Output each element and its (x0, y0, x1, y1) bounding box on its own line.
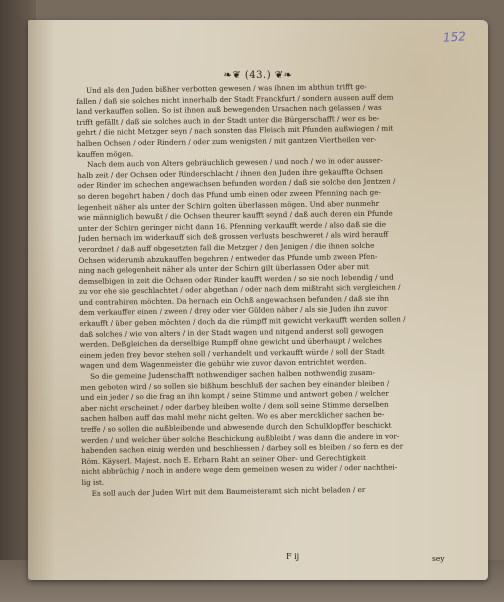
text-line: ning nach gelegenheit näher als unter der Schirn gilt überlassen Oder aber mit (78, 262, 369, 276)
text-line: einem jeden frey bevor stehen soll / verhandelt und verkaufft würde / soll der Stadt (79, 346, 385, 360)
text-line: halb zeit / der Ochsen oder Rinderschlacht / ihnen den Juden ihre gekauffte Ochsen (77, 166, 384, 180)
text-line: dem verkauffer einen / zween / drey oder vier Gülden näher / als sie Juden ihn zuvor (79, 304, 388, 318)
text-line: so deren begehrt haben / doch das Pfund umb einen oder zween Pfenning nach ge- (77, 187, 381, 201)
text-line: men geboten wird / so sollen sie bißhum beschluß der sachen bey einander bleiben / (80, 378, 390, 392)
text-line: land verkauffen sollen. So ist ihnen auß bewegenden Ursachen nach gelassen / was (76, 102, 382, 117)
text-line: Nach dem auch von Alters gebräuchlich gewesen / und noch / wo in oder ausser- (87, 155, 383, 170)
text-line: gehrt / die nicht Metzger seyn / nach sonsten das Fleisch mit Pfunden außwiegen / mit (76, 123, 394, 138)
text-line: zu vor ehe sie geschlachtet / oder abgethan / oder nach dem mißtraht sich vergleichen / (78, 282, 401, 297)
text-line: wagen und dem Wagenmeister die gebühr wie zuvor davon entrichtet werden. (79, 357, 367, 371)
text-line: sachen halben auff das mahl mehr nicht gelten. Wo es aber mercklicher sachen be- (80, 410, 385, 424)
text-line: fallen / daß sie solches nicht innerhalb der Stadt Franckfurt / sondern aussen auff dem (76, 92, 394, 106)
header-ornament-right: ❦❧ (271, 70, 293, 81)
text-line: und ein jeder / so die frag an ihn kompt / seine Stimme und antwort geben / welcher (80, 388, 389, 403)
header-ornament-left: ❧❦ (223, 70, 245, 81)
signature-mark: F ij (286, 552, 300, 561)
text-line: trifft gefällt / daß sie solches auch in der Stadt unter die Bürgerschafft / wer es be- (76, 113, 380, 127)
folio-number: 152 (442, 29, 467, 45)
text-line: oder Rinder im schechen angewachsen befunden worden / daß sie solche den Jentzen / (77, 176, 396, 191)
catchword: sey (432, 554, 445, 563)
body-text (76, 81, 454, 499)
text-line: kauffen mögen. (76, 148, 134, 159)
text-line: wie männiglich bewußt / die Ochsen theurer kaufft seynd / daß auch deren ein Pfunde (77, 208, 393, 223)
text-line: demselbigen in zeit die Ochsen oder Rinder kaufft werden / so sie noch lebendig / und (78, 272, 394, 286)
text-line: und contrahiren möchten. Da hernach ein Ochß angewachsen befunden / daß sie ihn (78, 293, 390, 307)
text-line: treffe / so sollen die außbleibende und abwesende durch den Schulklopffer beschickt (80, 420, 392, 434)
text-line: werden / und welcher über solche Beschickung außbleibt / was dann die andere in vor- (80, 431, 400, 445)
text-line: Röm. Käyserl. Majest. noch E. Erbarn Raht an seiner Ober- und Gerechtigkeit (81, 452, 366, 466)
text-line: legenheit näher als unter der Schirn golten überlassen mögen. Und aber nunmehr (77, 198, 380, 212)
text-line: Es soll auch der Juden Wirt mit dem Baumeisteramt sich nicht beladen / er (91, 484, 366, 498)
text-line: Juden hernach im widerkauff sich deß grossen verlusts beschweret / als wird herauff (78, 229, 389, 244)
text-line: werden. Deßgleichen da derselbige Rumpff ohne gewicht und überhaupt / welches (79, 336, 382, 350)
page-header (28, 70, 488, 81)
text-line: aber nicht erscheinet / oder darbey bleiben wolte / dem soll seine Stimme derselben (80, 399, 389, 413)
text-line: daß solches / wie von alters / in der Stadt wagen und nitgend anderst soll gewogen (79, 325, 384, 339)
text-line: erkaufft / über geben möchten / doch da die rümpff mit gewicht verkaufft werden sollen / (79, 314, 406, 329)
text-line: halben Ochsen / oder Rindern / oder zum wenigsten / mit gantzen Viertheilen ver- (76, 134, 377, 148)
text-line: Ochsen widerumb abzukauffen begehren / entweder das Pfunde umb zween Pfen- (78, 251, 378, 265)
text-line: unter der Schirn geringer nicht dann 16. Pfenning verkaufft werde / also daß sie die (77, 219, 386, 233)
text-line: Und als den Juden bißher verbotten gewesen / was ihnen im abthun trifft ge- (85, 81, 367, 95)
page-number: (43.) (244, 70, 272, 81)
text-line: nicht abbrüchig / noch in andere wege dem gemeinen wesen zu wider / oder nachthei- (81, 462, 398, 477)
document-page (28, 20, 488, 580)
text-line: So die gemeine Judenschafft nothwendiger sachen halben nothwendig zusam- (89, 367, 376, 381)
text-line: verordnet / daß auff obgesetzten fall die Metzger / den Jenigen / die ihnen solche (78, 240, 375, 254)
text-line: habenden sachen einig werden und beschliessen / darbey soll es bleiben / so fern es der (81, 441, 404, 456)
text-line: lig ist. (81, 477, 105, 487)
